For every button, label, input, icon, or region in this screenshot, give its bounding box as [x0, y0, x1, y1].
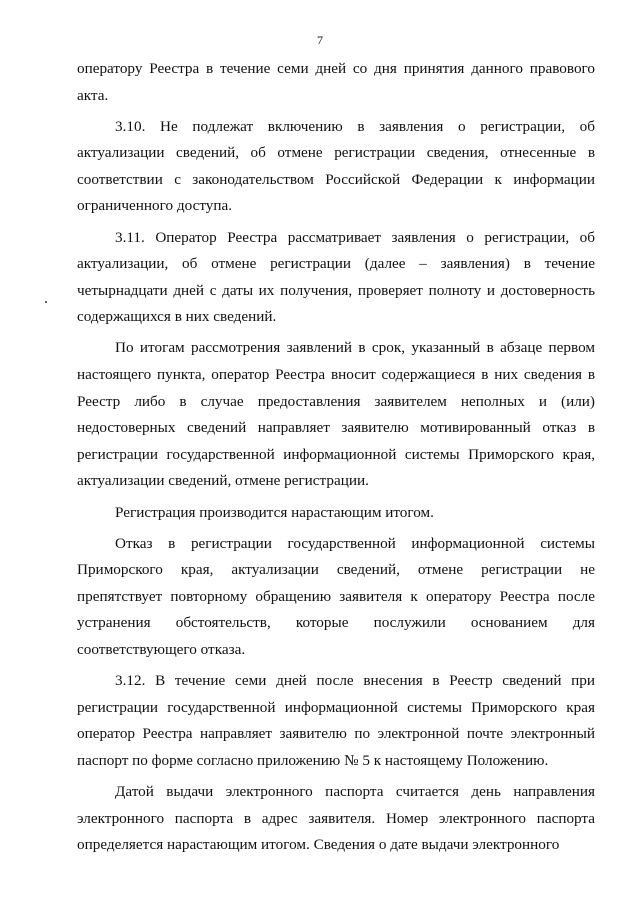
paragraph-3-10: 3.10. Не подлежат включению в заявления о регистрации, об актуализации сведений, об отмене регистрации сведения, отнесенные в соответствии с законодательством Российской Федерации к информации ограниченного доступа. [77, 117, 595, 215]
page-number: 7 [317, 33, 323, 47]
paragraph-continuation: оператору Реестра в течение семи дней со дня принятия данного правового акта. [77, 60, 595, 104]
paragraph-issue-date: Датой выдачи электронного паспорта считается день направления электронного паспорта в адрес заявителя. Номер электронного паспорта определяется нарастающим итогом. Сведения о дате выдачи электронного [77, 782, 595, 854]
document-body [77, 56, 595, 863]
paragraph-3-12: 3.12. В течение семи дней после внесения в Реестр сведений при регистрации государственной информационной системы Приморского края оператор Реестра направляет заявителю по электронной почте электронный паспорт по форме согласно приложению № 5 к настоящему Положению. [77, 672, 595, 769]
margin-mark [45, 301, 47, 303]
paragraph-refusal: Отказ в регистрации государственной информационной системы Приморского края, актуализации сведений, отмене регистрации не препятствует повторному обращению заявителя к оператору Реестра после устранения обстоятельств, которые послужили основанием для соответствующего отказа. [77, 534, 595, 658]
paragraph-review-results: По итогам рассмотрения заявлений в срок, указанный в абзаце первом настоящего пункта, оператор Реестра вносит содержащиеся в них сведения в Реестр либо в случае предоставления заявителем неполных и (или) недостоверных сведений направляет заявителю мотивированный отказ в регистрации государственной информационной системы Приморского края, актуализации сведений, отмене регистрации. [77, 339, 595, 490]
paragraph-3-11: 3.11. Оператор Реестра рассматривает заявления о регистрации, об актуализации, об отмене регистрации (далее – заявления) в течение четырнадцати дней с даты их получения, проверяет полноту и достоверность содержащихся в них сведений. [77, 228, 595, 326]
paragraph-registration-cumulative: Регистрация производится нарастающим итогом. [115, 503, 434, 521]
